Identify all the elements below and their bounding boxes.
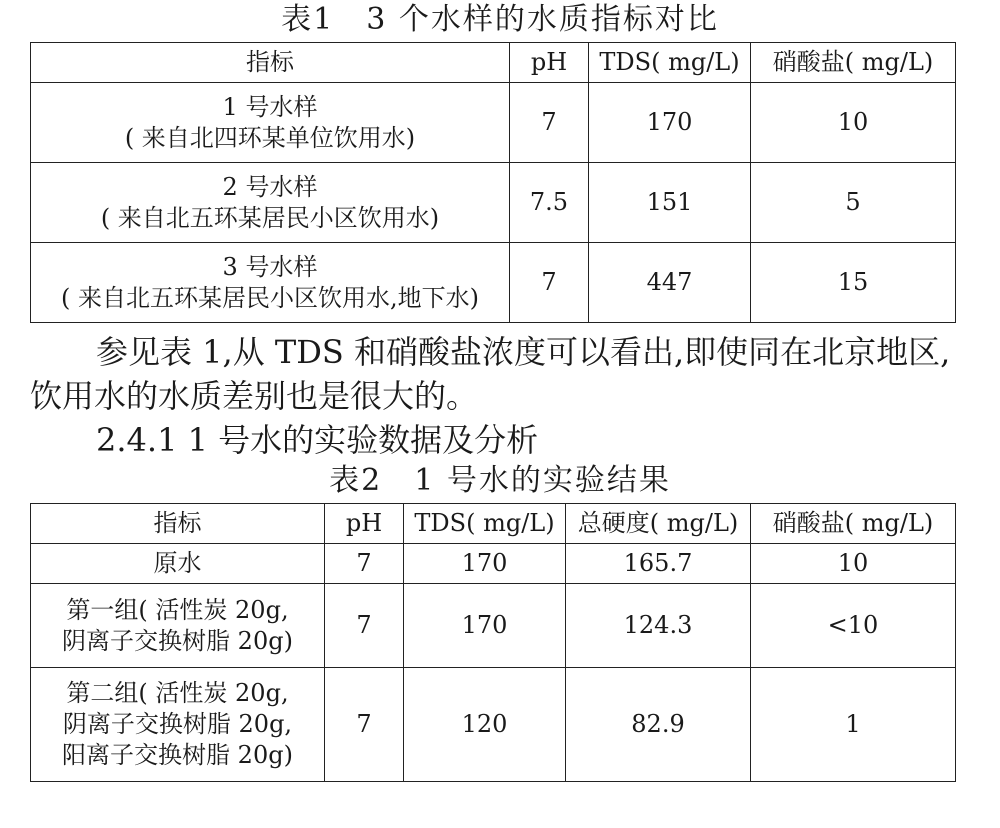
section-subheading: 2.4.1 1 号水的实验数据及分析 <box>96 421 539 459</box>
hardness-cell: 82.9 <box>566 668 751 782</box>
group-name-line: 原水 <box>153 549 202 577</box>
table-row <box>31 668 956 782</box>
hardness-cell: 165.7 <box>566 544 751 584</box>
tds-cell: 151 <box>589 163 751 243</box>
group-name-line: 阳离子交换树脂 20g) <box>62 741 293 769</box>
column-header: 指标 <box>31 43 510 83</box>
ph-cell: 7 <box>325 584 404 668</box>
table1-caption: 表1 3 个水样的水质指标对比 <box>281 2 719 37</box>
sample-name-cell <box>31 163 510 243</box>
hardness-cell: 124.3 <box>566 584 751 668</box>
water-quality-comparison-table <box>30 42 956 323</box>
group-name-line: 阴离子交换树脂 20g) <box>62 626 293 655</box>
column-header: 总硬度( mg/L) <box>566 504 751 544</box>
ph-cell: 7.5 <box>510 163 589 243</box>
sample-name: 1 号水样 <box>222 92 318 121</box>
nitrate-cell: 5 <box>751 163 956 243</box>
column-header: TDS( mg/L) <box>404 504 566 544</box>
group-name-line: 第二组( 活性炭 20g, <box>66 679 289 707</box>
sample-source: ( 来自北四环某单位饮用水) <box>124 123 416 152</box>
table-header-row <box>31 43 956 83</box>
column-header: TDS( mg/L) <box>589 43 751 83</box>
ph-cell: 7 <box>510 83 589 163</box>
tds-cell: 120 <box>404 668 566 782</box>
experiment-results-table <box>30 503 956 782</box>
column-header: 硝酸盐( mg/L) <box>751 43 956 83</box>
ph-cell: 7 <box>325 544 404 584</box>
nitrate-cell: 10 <box>751 83 956 163</box>
group-name-cell <box>31 544 325 584</box>
column-header: pH <box>510 43 589 83</box>
nitrate-cell: 15 <box>751 243 956 323</box>
tds-cell: 170 <box>404 584 566 668</box>
table-row <box>31 584 956 668</box>
column-header: 指标 <box>31 504 325 544</box>
tds-cell: 170 <box>589 83 751 163</box>
nitrate-cell: <10 <box>751 584 956 668</box>
group-name-cell <box>31 668 325 782</box>
group-name-line: 第一组( 活性炭 20g, <box>66 595 289 624</box>
table-row <box>31 243 956 323</box>
sample-source: ( 来自北五环某居民小区饮用水,地下水) <box>61 283 479 312</box>
group-name-cell <box>31 584 325 668</box>
sample-name-cell <box>31 243 510 323</box>
body-paragraph: 参见表 1,从 TDS 和硝酸盐浓度可以看出,即使同在北京地区,饮用水的水质差别也是很大的。 <box>30 333 951 415</box>
tds-cell: 170 <box>404 544 566 584</box>
column-header: 硝酸盐( mg/L) <box>751 504 956 544</box>
table-header-row <box>31 504 956 544</box>
table2-caption: 表2 1 号水的实验结果 <box>329 463 671 498</box>
column-header: pH <box>325 504 404 544</box>
sample-name-cell <box>31 83 510 163</box>
nitrate-cell: 10 <box>751 544 956 584</box>
sample-source: ( 来自北五环某居民小区饮用水) <box>100 203 440 232</box>
nitrate-cell: 1 <box>751 668 956 782</box>
ph-cell: 7 <box>325 668 404 782</box>
sample-name: 2 号水样 <box>222 172 318 201</box>
table-row <box>31 83 956 163</box>
ph-cell: 7 <box>510 243 589 323</box>
table-row <box>31 544 956 584</box>
table-row <box>31 163 956 243</box>
tds-cell: 447 <box>589 243 751 323</box>
group-name-line: 阴离子交换树脂 20g, <box>62 710 293 738</box>
sample-name: 3 号水样 <box>222 252 318 281</box>
